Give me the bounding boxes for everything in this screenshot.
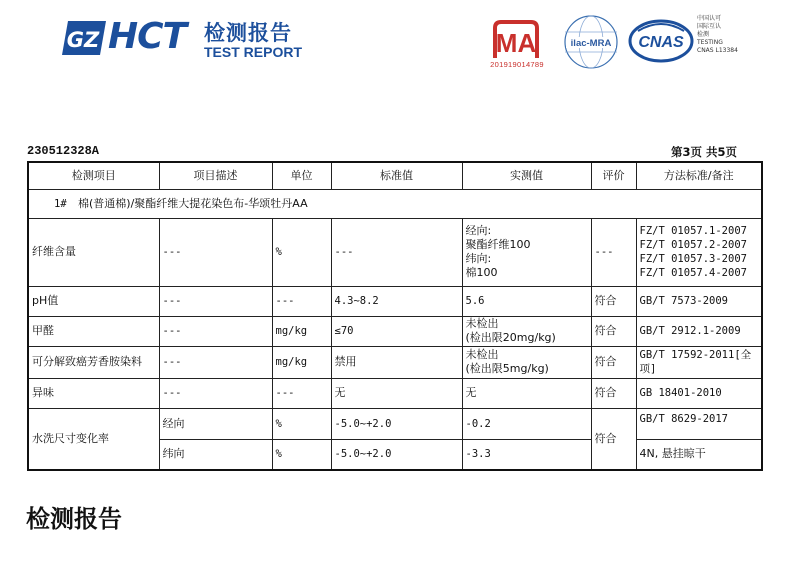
cnas-caption-line: TESTING [697, 39, 723, 46]
sample-row [28, 189, 762, 218]
item-cell: pH值 [28, 286, 159, 316]
item-cell: 水洗尺寸变化率 [28, 408, 159, 470]
measured-line: 经向: [465, 224, 492, 237]
ma-text: MA [495, 28, 537, 58]
result-cell: 符合 [591, 346, 636, 378]
cnas-logo-text: CNAS [638, 34, 684, 51]
header-cell: 实测值 [462, 162, 591, 189]
report-header [0, 0, 790, 80]
item-cell: 可分解致癌芳香胺染料 [28, 346, 159, 378]
measured-cell: -0.2 [462, 408, 591, 439]
measured-line: (检出限20mg/kg) [465, 331, 556, 344]
method-cell: GB/T 8629-2017 [636, 408, 762, 439]
desc-cell: --- [159, 316, 272, 346]
ma-number: 201919014789 [490, 60, 544, 69]
method-line: FZ/T 01057.1-2007 [639, 225, 747, 237]
logo-cn-title: 检测报告 [204, 21, 292, 45]
results-table [27, 161, 763, 471]
unit-cell: % [272, 408, 331, 439]
desc-cell: --- [159, 378, 272, 408]
cnas-caption [697, 15, 738, 55]
method-cell [636, 218, 762, 286]
logo-en-title: TEST REPORT [204, 44, 303, 60]
measured-line: 棉100 [465, 266, 498, 279]
result-cell: 符合 [591, 408, 636, 470]
measured-cell: -3.3 [462, 439, 591, 470]
hct-logo-text: HCT [108, 16, 187, 57]
unit-cell: --- [272, 286, 331, 316]
result-cell: --- [591, 218, 636, 286]
report-number: 230512328A [27, 144, 100, 158]
unit-cell: mg/kg [272, 316, 331, 346]
header-cell: 单位 [272, 162, 331, 189]
standard-cell: 禁用 [331, 346, 462, 378]
method-cell: GB/T 2912.1-2009 [636, 316, 762, 346]
table-header-row [28, 162, 762, 189]
method-line: FZ/T 01057.3-2007 [639, 253, 747, 265]
header-cell: 检测项目 [28, 162, 159, 189]
measured-line: (检出限5mg/kg) [465, 362, 549, 375]
measured-cell [462, 346, 591, 378]
header-cell: 评价 [591, 162, 636, 189]
unit-cell: % [272, 218, 331, 286]
method-line: FZ/T 01057.2-2007 [639, 239, 747, 251]
page-info: 第3页 共5页 [671, 145, 738, 159]
sample-cell [28, 189, 762, 218]
item-cell: 甲醛 [28, 316, 159, 346]
desc-cell: --- [159, 346, 272, 378]
sample-index: 1# [54, 197, 67, 210]
item-cell: 异味 [28, 378, 159, 408]
measured-line: 未检出 [465, 348, 499, 361]
ilac-text: ilac-MRA [570, 38, 612, 49]
header-cell: 标准值 [331, 162, 462, 189]
result-cell: 符合 [591, 378, 636, 408]
method-line: FZ/T 01057.4-2007 [639, 267, 747, 279]
unit-cell: --- [272, 378, 331, 408]
method-cell: GB/T 17592-2011[全项] [636, 346, 762, 378]
cnas-caption-line: CNAS L13384 [697, 47, 738, 54]
sample-description: 棉(普通棉)/聚酯纤维大提花染色布-华颂牡丹AA [78, 196, 308, 210]
measured-cell [462, 218, 591, 286]
unit-cell: % [272, 439, 331, 470]
gz-logo-mark: GZ [66, 28, 100, 52]
ilac-mra-icon [563, 14, 619, 70]
cnas-caption-line: 国际互认 [697, 23, 722, 30]
gz-logo-icon [62, 21, 106, 55]
result-cell: 符合 [591, 286, 636, 316]
header-cell: 项目描述 [159, 162, 272, 189]
standard-cell: --- [331, 218, 462, 286]
standard-cell: -5.0~+2.0 [331, 439, 462, 470]
table-row [28, 408, 762, 439]
method-cell: GB/T 7573-2009 [636, 286, 762, 316]
cnas-caption-line: 中国认可 [697, 15, 722, 22]
result-cell: 符合 [591, 316, 636, 346]
method-cell: 4N, 悬挂晾干 [636, 439, 762, 470]
unit-cell: mg/kg [272, 346, 331, 378]
measured-line: 未检出 [465, 317, 499, 330]
desc-cell: 纬向 [159, 439, 272, 470]
standard-cell: 无 [331, 378, 462, 408]
header-cell: 方法标准/备注 [636, 162, 762, 189]
cnas-cert-icon [628, 19, 694, 63]
table-row [28, 378, 762, 408]
table-row [28, 218, 762, 286]
method-cell: GB 18401-2010 [636, 378, 762, 408]
table-row [28, 286, 762, 316]
footer-title: 检测报告 [26, 505, 122, 533]
standard-cell: 4.3~8.2 [331, 286, 462, 316]
cnas-caption-line: 检测 [697, 31, 710, 38]
measured-line: 纬向: [465, 252, 492, 265]
desc-cell: 经向 [159, 408, 272, 439]
measured-cell [462, 316, 591, 346]
table-row [28, 346, 762, 378]
table-row [28, 316, 762, 346]
measured-line: 聚酯纤维100 [465, 238, 531, 251]
item-cell: 纤维含量 [28, 218, 159, 286]
measured-cell: 无 [462, 378, 591, 408]
desc-cell: --- [159, 218, 272, 286]
standard-cell: ≤70 [331, 316, 462, 346]
standard-cell: -5.0~+2.0 [331, 408, 462, 439]
measured-cell: 5.6 [462, 286, 591, 316]
desc-cell: --- [159, 286, 272, 316]
